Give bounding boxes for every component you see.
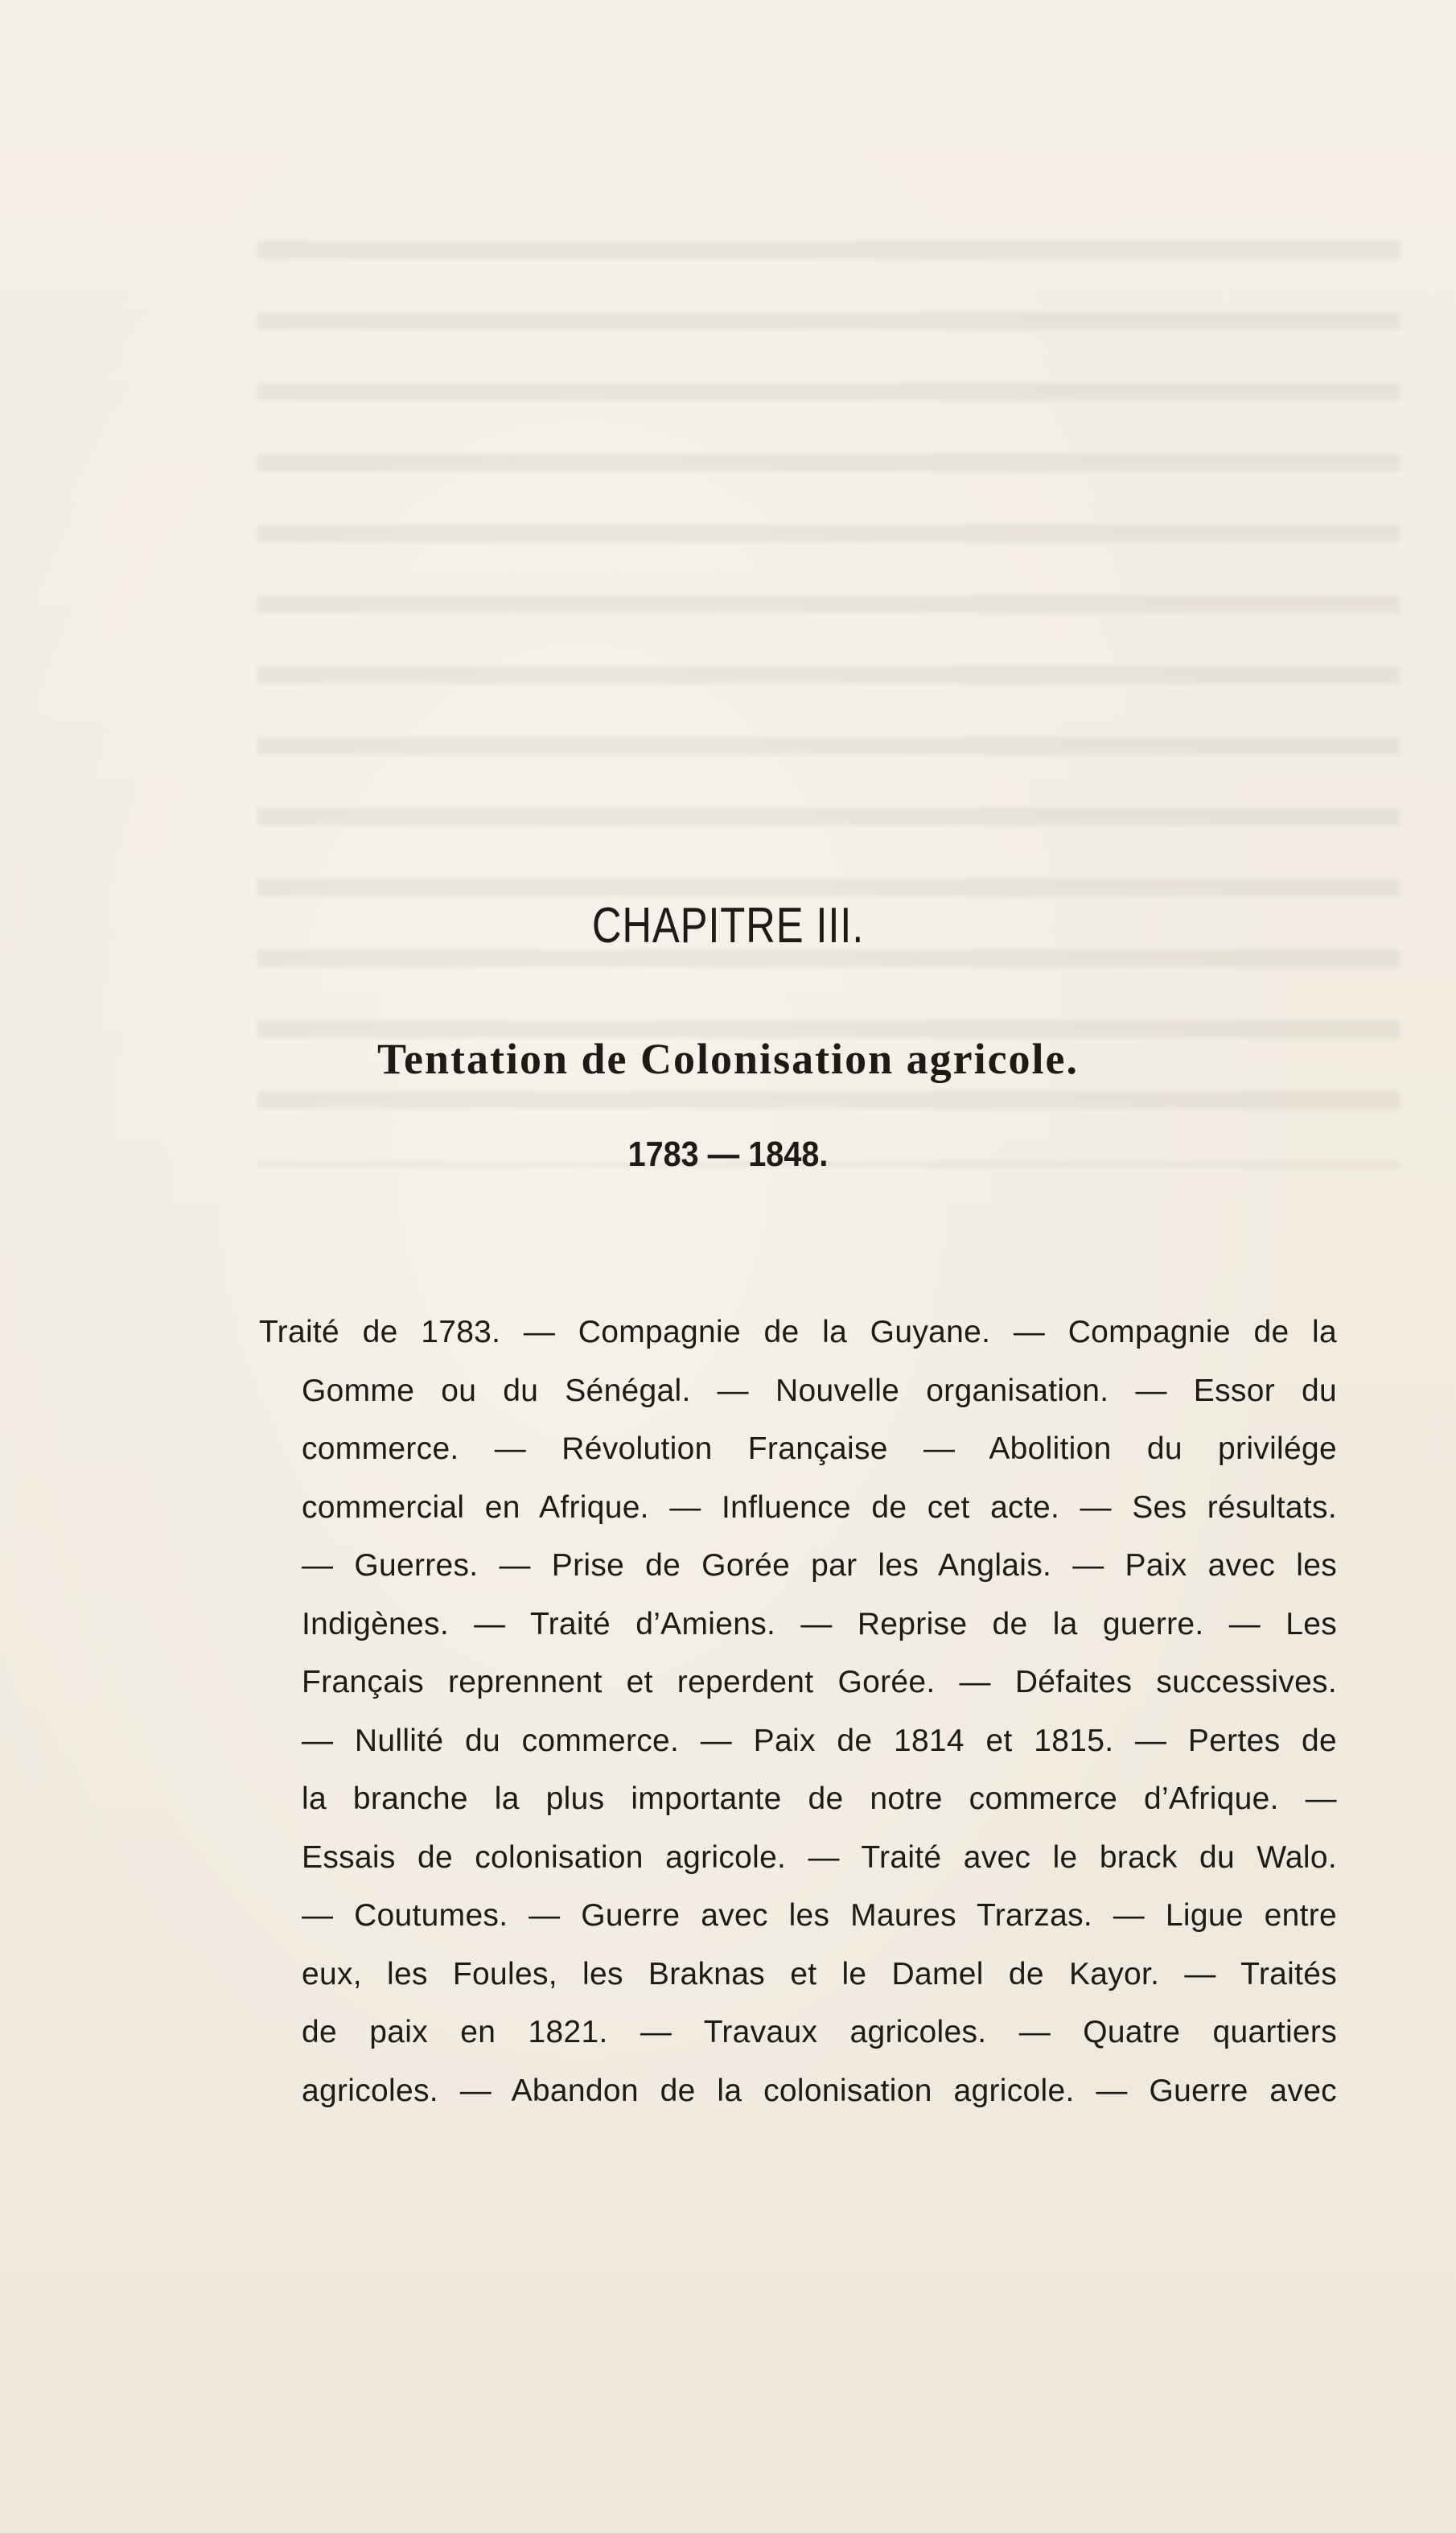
summary-line: commercial en Afrique. — Influence de cet acte. — Ses résultats.	[302, 1489, 1337, 1525]
show-through-text	[257, 241, 1400, 1167]
summary-line: — Guerres. — Prise de Gorée par les Anglais. — Paix avec les	[302, 1548, 1337, 1583]
summary-line: — Coutumes. — Guerre avec les Maures Trarzas. — Ligue entre	[302, 1898, 1337, 1933]
summary-line: — Nullité du commerce. — Paix de 1814 et 1815. — Pertes de	[302, 1723, 1337, 1758]
chapter-summary	[259, 1304, 1337, 2120]
summary-line: Traité de 1783. — Compagnie de la Guyane. — Compagnie de la	[259, 1315, 1337, 1349]
summary-line: commerce. — Révolution Française — Abolition du privilége	[302, 1431, 1337, 1466]
summary-line: la branche la plus importante de notre commerce d’Afrique. —	[302, 1781, 1337, 1816]
summary-line: agricoles. — Abandon de la colonisation agricole. — Guerre avec	[302, 2073, 1337, 2108]
summary-line: eux, les Foules, les Braknas et le Damel de Kayor. — Traités	[302, 1956, 1337, 1991]
summary-line: Indigènes. — Traité d’Amiens. — Reprise de la guerre. — Les	[302, 1606, 1337, 1641]
summary-line: Gomme ou du Sénégal. — Nouvelle organisation. — Essor du	[302, 1373, 1337, 1408]
chapter-dates: 1783 — 1848.	[627, 1135, 829, 1174]
summary-line: Français reprennent et reperdent Gorée. — Défaites successives.	[302, 1665, 1337, 1699]
summary-line: de paix en 1821. — Travaux agricoles. — Quatre quartiers	[302, 2015, 1337, 2049]
chapter-title: CHAPITRE III.	[591, 898, 865, 953]
chapter-subtitle: Tentation de Colonisation agricole.	[376, 1035, 1080, 1083]
summary-line: Essais de colonisation agricole. — Traité avec le brack du Walo.	[302, 1839, 1337, 1875]
